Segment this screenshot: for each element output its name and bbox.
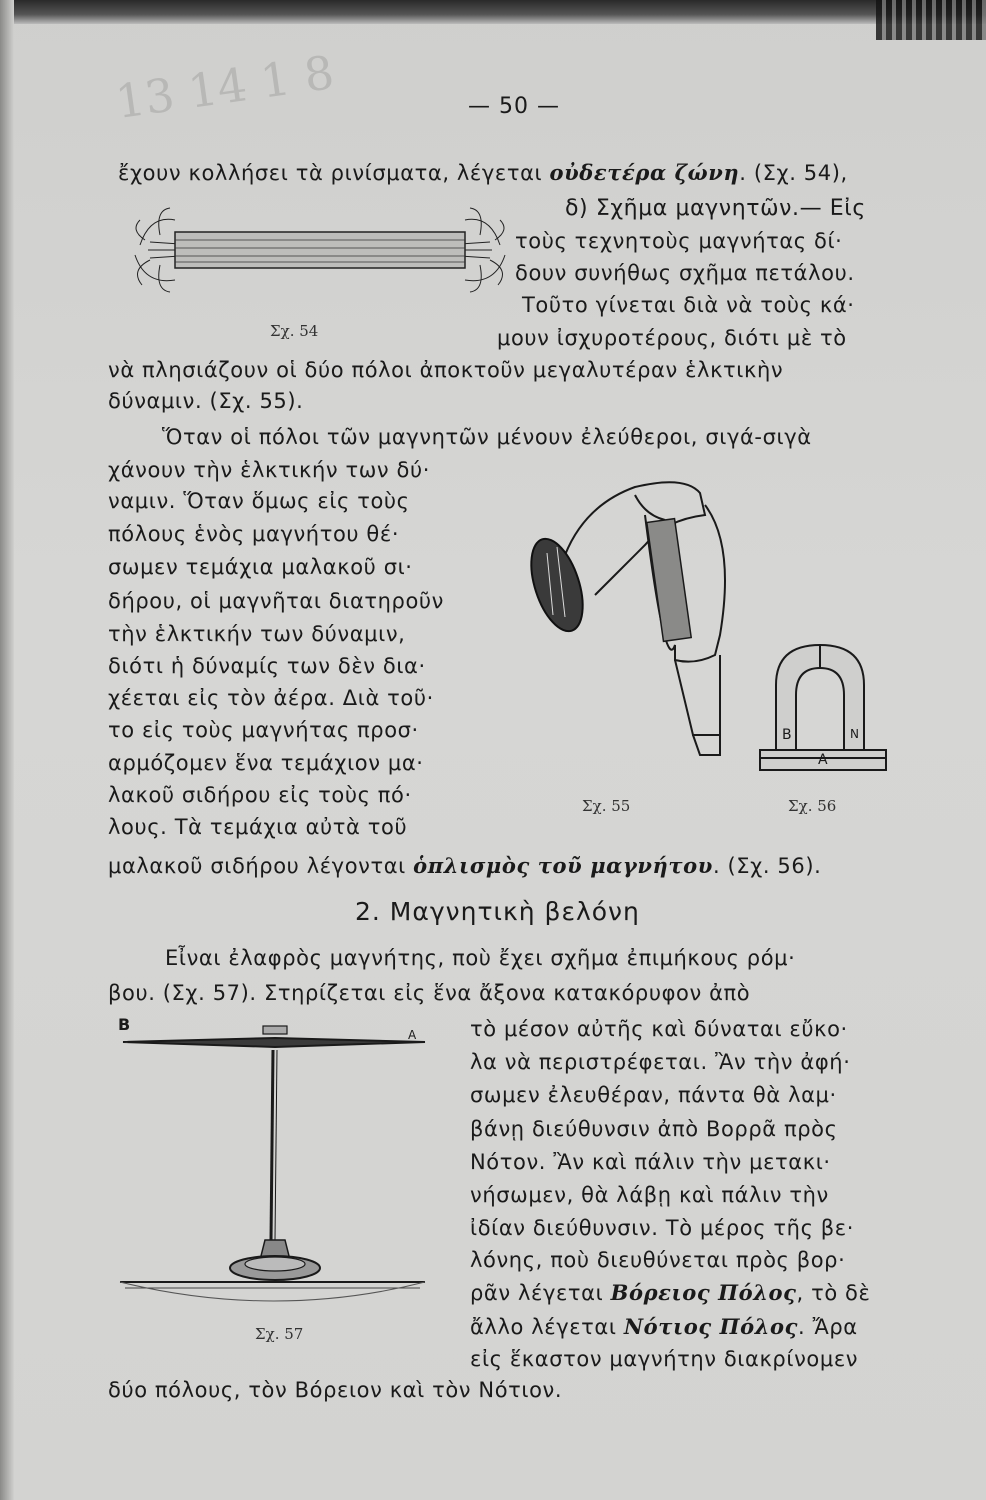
book-binding-corner bbox=[876, 0, 986, 40]
text-line: νὰ πλησιάζουν οἱ δύο πόλοι ἀποκτοῦν μεγαλυτέραν ἑλκτικὴν bbox=[108, 358, 784, 382]
text-line: Νότον. Ἂν καὶ πάλιν τὴν μετακι· bbox=[470, 1150, 831, 1174]
text-line: λόνης, ποὺ διευθύνεται πρὸς βορ· bbox=[470, 1248, 846, 1272]
text-line: δουν συνήθως σχῆμα πετάλου. bbox=[515, 261, 855, 285]
text-line: σωμεν τεμάχια μαλακοῦ σι· bbox=[108, 555, 413, 579]
text-line: ρᾶν λέγεται Βόρειος Πόλος, τὸ δὲ bbox=[470, 1280, 871, 1305]
text-line: διότι ἡ δύναμίς των δὲν δια· bbox=[108, 654, 426, 678]
figure-57-label-b: B bbox=[118, 1015, 131, 1034]
text-line: τὴν ἑλκτικήν των δύναμιν, bbox=[108, 622, 406, 646]
text-line: ἄλλο λέγεται Νότιος Πόλος. Ἄρα bbox=[470, 1314, 858, 1339]
figure-57-caption: Σχ. 57 bbox=[255, 1325, 304, 1343]
figure-57-magnetic-needle bbox=[115, 1020, 435, 1320]
figure-54-bar-magnet bbox=[130, 200, 510, 300]
text-line: δύο πόλους, τὸν Βόρειον καὶ τὸν Νότιον. bbox=[108, 1378, 563, 1402]
text-line: βάνῃ διεύθυνσιν ἀπὸ Βορρᾶ πρὸς bbox=[470, 1117, 838, 1141]
figure-56-label-a: A bbox=[818, 752, 829, 768]
subheading-line: δ) Σχῆμα μαγνητῶν.— Εἰς bbox=[565, 196, 866, 221]
page-gutter-shadow bbox=[0, 0, 14, 1500]
page-number: — 50 — bbox=[468, 94, 560, 119]
figure-55-hand-magnet bbox=[525, 475, 760, 775]
pencil-annotation: 13 14 1 8 bbox=[112, 44, 338, 130]
text-line: λα νὰ περιστρέφεται. Ἂν τὴν ἀφή· bbox=[470, 1050, 851, 1074]
text-line: τὸ μέσον αὐτῆς καὶ δύναται εὔκο· bbox=[470, 1017, 848, 1041]
text-line: Τοῦτο γίνεται διὰ νὰ τοὺς κά· bbox=[522, 293, 855, 317]
scan-top-edge bbox=[0, 0, 986, 24]
text-line: δύναμιν. (Σχ. 55). bbox=[108, 389, 304, 413]
text-line: ναμιν. Ὅταν ὅμως εἰς τοὺς bbox=[108, 489, 410, 513]
text-line: σωμεν ἐλευθέραν, πάντα θὰ λαμ· bbox=[470, 1083, 837, 1107]
text-line: αρμόζομεν ἕνα τεμάχιον μα· bbox=[108, 751, 424, 775]
text-line: δήρου, οἱ μαγνῆται διατηροῦν bbox=[108, 589, 445, 613]
text-line: νήσωμεν, θὰ λάβῃ καὶ πάλιν τὴν bbox=[470, 1183, 829, 1207]
figure-55-caption: Σχ. 55 bbox=[582, 797, 631, 815]
text-line: λους. Τὰ τεμάχια αὐτὰ τοῦ bbox=[108, 815, 408, 839]
text-line: το εἰς τοὺς μαγνήτας προσ· bbox=[108, 718, 419, 742]
text-line: εἰς ἕκαστον μαγνήτην διακρίνομεν bbox=[470, 1347, 859, 1371]
text-line: βου. (Σχ. 57). Στηρίζεται εἰς ἕνα ἄξονα κατακόρυφον ἀπὸ bbox=[108, 981, 751, 1005]
figure-56-caption: Σχ. 56 bbox=[788, 797, 837, 815]
text-line: Εἶναι ἐλαφρὸς μαγνήτης, ποὺ ἔχει σχῆμα ἐπιμήκους ρόμ· bbox=[165, 946, 796, 970]
figure-56-label-b: B bbox=[782, 727, 793, 743]
text-line: χάνουν τὴν ἑλκτικήν των δύ· bbox=[108, 458, 430, 482]
text-line: ἰδίαν διεύθυνσιν. Τὸ μέρος τῆς βε· bbox=[470, 1216, 855, 1240]
text-line: τοὺς τεχνητοὺς μαγνήτας δί· bbox=[515, 229, 843, 253]
figure-56-label-n: N bbox=[850, 727, 860, 741]
text-line: Ὅταν οἱ πόλοι τῶν μαγνητῶν μένουν ἐλεύθεροι, σιγά-σιγὰ bbox=[162, 425, 812, 449]
text-line: πόλους ἑνὸς μαγνήτου θέ· bbox=[108, 522, 400, 546]
figure-54-caption: Σχ. 54 bbox=[270, 322, 319, 340]
figure-57-label-a: A bbox=[408, 1028, 417, 1042]
text-line: μουν ἰσχυροτέρους, διότι μὲ τὸ bbox=[497, 326, 847, 350]
text-line: λακοῦ σιδήρου εἰς τοὺς πό· bbox=[108, 783, 412, 807]
section-heading: 2. Μαγνητικὴ βελόνη bbox=[355, 897, 640, 926]
text-line: μαλακοῦ σιδήρου λέγονται ὁπλισμὸς τοῦ μαγνήτου. (Σχ. 56). bbox=[108, 853, 822, 878]
text-line: χέεται εἰς τὸν ἀέρα. Διὰ τοῦ· bbox=[108, 686, 434, 710]
text-line: ἔχουν κολλήσει τὰ ρινίσματα, λέγεται οὐδετέρα ζώνη. (Σχ. 54), bbox=[118, 160, 848, 185]
